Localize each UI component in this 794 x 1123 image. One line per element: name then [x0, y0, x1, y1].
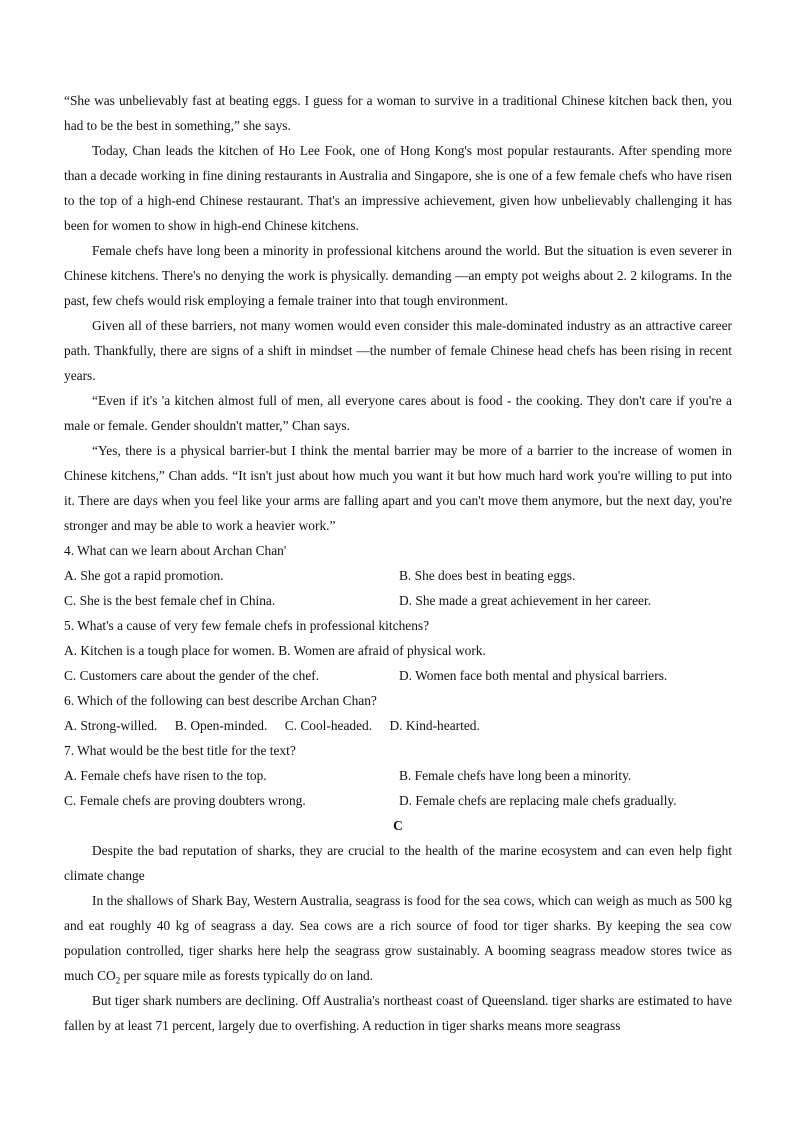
option-a[interactable]: A. She got a rapid promotion.	[64, 568, 224, 583]
passage-c-paragraph	[64, 888, 732, 988]
option-d[interactable]: D. Kind-hearted.	[389, 718, 480, 733]
section-heading: C	[393, 818, 403, 833]
question-7-stem: 7. What would be the best title for the text?	[64, 743, 296, 758]
co2-formula: CO	[97, 968, 116, 983]
passage-c-text: In the shallows of Shark Bay, Western Australia, seagrass is food for the sea cows, which can weigh as much as 500 kg and eat roughly 40 kg of seagrass a day. Sea cows are a rich source of food tor tiger sharks. By keeping the sea cow population controlled, tiger sharks here help the seagrass grow sustainably. A booming seagrass meadow stores twice as much	[64, 893, 732, 983]
option-b[interactable]: B. Open-minded.	[174, 718, 268, 733]
passage-b-paragraph: Today, Chan leads the kitchen of Ho Lee Fook, one of Hong Kong's most popular restaurants. After spending more than a decade working in fine dining restaurants in Australia and Singapore, she is one of a few female chefs who have risen to the top of a high-end Chinese restaurant. That's an impressive achievement, given how unbelievably challenging it has been for women to show in high-end Chinese kitchens.	[64, 143, 732, 233]
passage-b-paragraph: “She was unbelievably fast at beating eggs. I guess for a woman to survive in a traditional Chinese kitchen back then, you had to be the best in something,” she says.	[64, 93, 732, 133]
passage-c-paragraph: Despite the bad reputation of sharks, they are crucial to the health of the marine ecosystem and can even help fight climate change	[64, 843, 732, 883]
question-6-stem: 6. Which of the following can best describe Archan Chan?	[64, 693, 377, 708]
option-a[interactable]: A. Strong-willed.	[64, 718, 158, 733]
option-c[interactable]: C. She is the best female chef in China.	[64, 593, 276, 608]
question-4-options	[64, 563, 732, 613]
passage-b-paragraph: Given all of these barriers, not many women would even consider this male-dominated industry as an attractive career path. Thankfully, there are signs of a shift in mindset —the number of female Chinese head chefs has been rising in recent years.	[64, 318, 732, 383]
option-c[interactable]: C. Cool-headed.	[284, 718, 373, 733]
option-b[interactable]: B. She does best in beating eggs.	[399, 568, 576, 583]
option-b[interactable]: B. Female chefs have long been a minority.	[399, 768, 632, 783]
passage-b-paragraph: Female chefs have long been a minority in professional kitchens around the world. But the situation is even severer in Chinese kitchens. There's no denying the work is physically. demanding —an empty pot weighs about 2. 2 kilograms. In the past, few chefs would risk employing a female trainer into that tough environment.	[64, 243, 732, 308]
passage-b-paragraph: “Yes, there is a physical barrier-but I think the mental barrier may be more of a barrier to the increase of women in Chinese kitchens,” Chan adds. “It isn't just about how much you want it but how much hard work you're willing to put into it. There are days when you feel like your arms are falling apart and you can't move them anymore, but the next day, you're stronger and may be able to work a heavier work.”	[64, 443, 732, 533]
question-6-options	[64, 713, 732, 738]
passage-b-paragraph: “Even if it's 'a kitchen almost full of men, all everyone cares about is food - the cooking. They don't care if you're a male or female. Gender shouldn't matter,” Chan says.	[64, 393, 732, 433]
question-5-options	[64, 638, 732, 688]
passage-c-paragraph: But tiger shark numbers are declining. Off Australia's northeast coast of Queensland. tiger sharks are estimated to have fallen by at least 71 percent, largely due to overfishing. A reduction in tiger sharks means more seagrass	[64, 993, 732, 1033]
co2-subscript: 2	[115, 975, 121, 986]
option-d[interactable]: D. Female chefs are replacing male chefs gradually.	[399, 793, 677, 808]
option-d[interactable]: D. Women face both mental and physical barriers.	[399, 668, 668, 683]
option-d[interactable]: D. She made a great achievement in her career.	[399, 593, 652, 608]
option-c[interactable]: C. Female chefs are proving doubters wrong.	[64, 793, 306, 808]
option-c[interactable]: C. Customers care about the gender of the chef.	[64, 668, 320, 683]
passage-c-text-end: per square mile as forests typically do on land.	[120, 968, 374, 983]
option-a[interactable]: A. Female chefs have risen to the top.	[64, 768, 267, 783]
question-5-stem: 5. What's a cause of very few female chefs in professional kitchens?	[64, 618, 430, 633]
question-4-stem: 4. What can we learn about Archan Chan'	[64, 543, 287, 558]
option-a-b[interactable]: A. Kitchen is a tough place for women. B. Women are afraid of physical work.	[64, 643, 486, 658]
exam-page	[64, 88, 732, 1038]
question-7-options	[64, 763, 732, 813]
